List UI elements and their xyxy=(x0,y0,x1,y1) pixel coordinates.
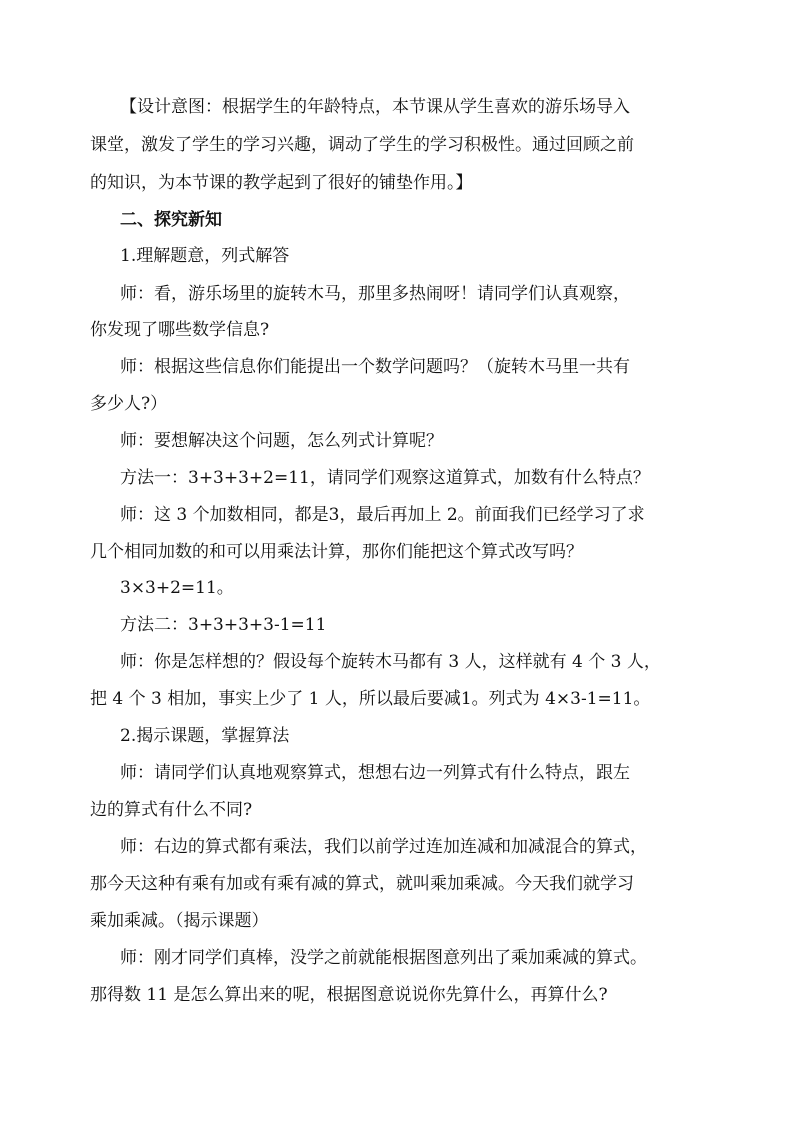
paragraph-line: 几个相同加数的和可以用乘法计算，那你们能把这个算式改写吗？ xyxy=(90,542,583,562)
paragraph-line: 师：请同学们认真地观察算式，想想右边一列算式有什么特点，跟左 xyxy=(120,763,630,783)
method-two-line: 方法二：3+3+3+3-1=11 xyxy=(120,615,327,635)
paragraph-line: 那今天这种有乘有加或有乘有减的算式，就叫乘加乘减。今天我们就学习 xyxy=(90,874,634,894)
paragraph-line: 师：根据这些信息你们能提出一个数学问题吗？（旋转木马里一共有 xyxy=(120,357,630,377)
subheading-understand: 1.理解题意，列式解答 xyxy=(120,246,290,266)
paragraph-line: 师：刚才同学们真棒，没学之前就能根据图意列出了乘加乘减的算式。 xyxy=(120,948,647,968)
design-intent-line-2: 课堂，激发了学生的学习兴趣，调动了学生的学习积极性。通过回顾之前 xyxy=(90,135,634,155)
section-heading: 二、探究新知 xyxy=(120,210,222,230)
method-one-line: 方法一：3+3+3+2=11，请同学们观察这道算式，加数有什么特点？ xyxy=(120,468,650,488)
paragraph-line: 把 4 个 3 相加，事实上少了 1 人，所以最后要减1。列式为 4×3-1=11。 xyxy=(90,689,651,709)
paragraph-line: 多少人?） xyxy=(90,394,168,414)
paragraph-line: 你发现了哪些数学信息? xyxy=(90,320,270,340)
design-intent-line-3: 的知识，为本节课的教学起到了很好的铺垫作用。】 xyxy=(90,173,473,193)
paragraph-line: 边的算式有什么不同? xyxy=(90,800,253,820)
design-intent-line-1: 【设计意图：根据学生的年龄特点，本节课从学生喜欢的游乐场导入 xyxy=(120,97,630,117)
paragraph-line: 师：这 3 个加数相同，都是3，最后再加上 2。前面我们已经学习了求 xyxy=(120,505,645,525)
subheading-reveal-topic: 2.揭示课题，掌握算法 xyxy=(120,726,290,746)
paragraph-line: 师：右边的算式都有乘法，我们以前学过连加连减和加减混合的算式， xyxy=(120,837,647,857)
paragraph-line: 那得数 11 是怎么算出来的呢，根据图意说说你先算什么，再算什么? xyxy=(90,985,608,1005)
paragraph-line: 师：看，游乐场里的旋转木马，那里多热闹呀！请同学们认真观察， xyxy=(120,284,630,304)
paragraph-line: 师：你是怎样想的？假设每个旋转木马都有 3 人，这样就有 4 个 3 人， xyxy=(120,652,661,672)
equation-line: 3×3+2=11。 xyxy=(120,578,234,598)
paragraph-line: 乘加乘减。（揭示课题） xyxy=(90,911,269,931)
paragraph-line: 师：要想解决这个问题，怎么列式计算呢？ xyxy=(120,431,443,451)
